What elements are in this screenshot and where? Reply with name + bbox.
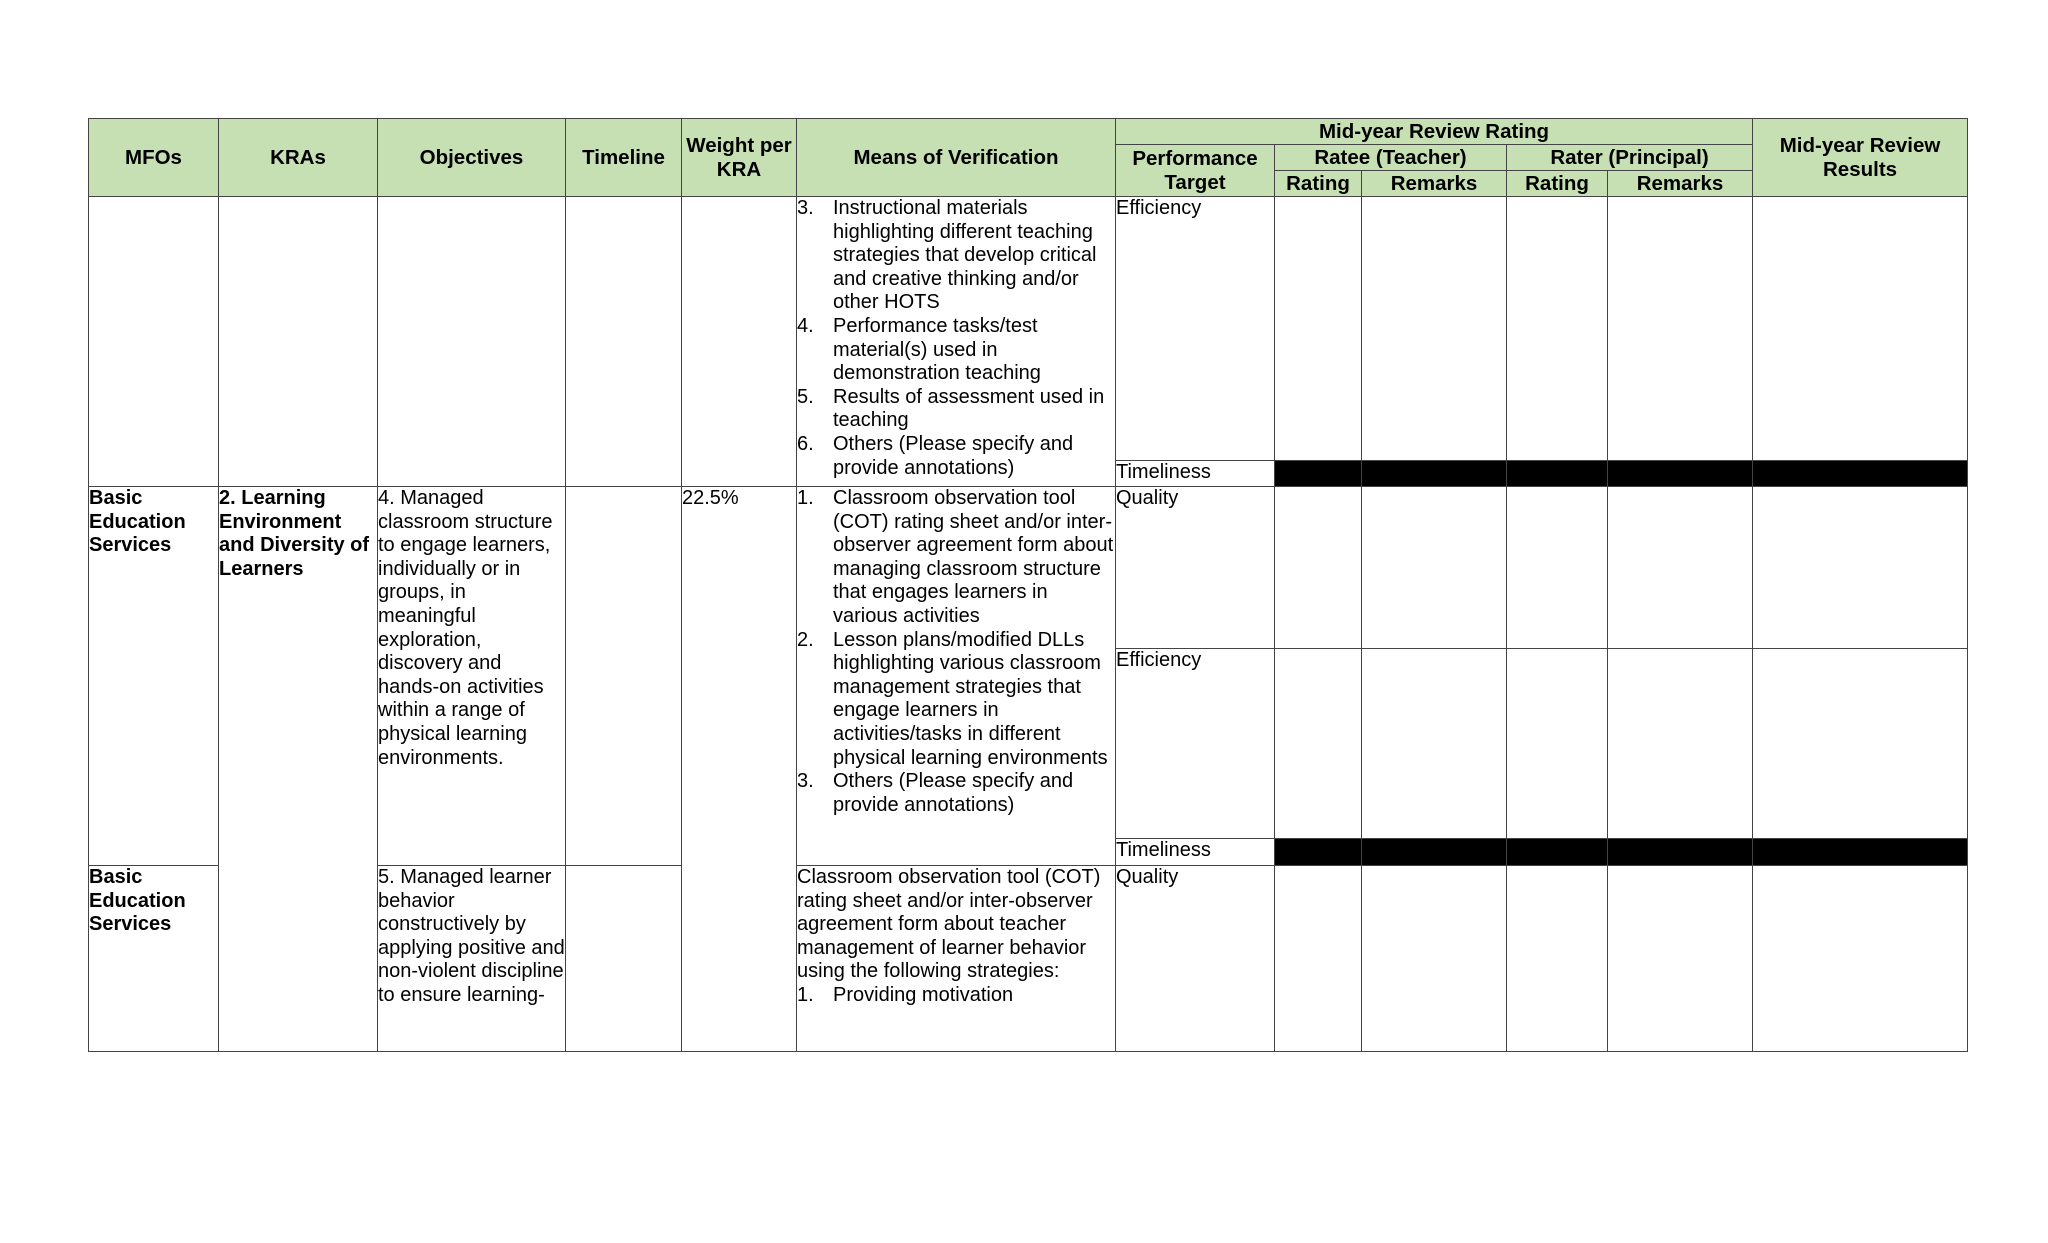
header-means-of-verification: Means of Verification [797,119,1116,197]
rater-rating-input[interactable] [1507,487,1608,649]
mid-year-results-input[interactable] [1753,487,1968,649]
kra-cell: 2. Learning Environment and Diversity of Learners [219,487,378,1052]
ratee-rating-input[interactable] [1275,649,1362,839]
performance-target-timeliness: Timeliness [1116,839,1275,866]
mfo-cell-empty [89,197,219,487]
header-ratee-rating: Rating [1275,171,1362,197]
mid-year-results-input[interactable] [1753,197,1968,461]
mfo-cell: Basic Education Services [89,866,219,1052]
header-kras: KRAs [219,119,378,197]
mov-item: 3. Instructional materials highlighting different teaching strategies that develop critical and creative thinking and/or other HOTS [797,197,1097,314]
blacked-out-cell [1608,839,1753,866]
ratee-rating-input[interactable] [1275,487,1362,649]
mid-year-results-input[interactable] [1753,866,1968,1052]
timeline-cell [566,866,682,1052]
ratee-remarks-input[interactable] [1362,649,1507,839]
mov-item: 1. Providing motivation [797,983,1014,1006]
mov-item: 4. Performance tasks/test material(s) used in demonstration teaching [797,314,1041,385]
mov-item: 6. Others (Please specify and provide annotations) [797,432,1074,479]
rater-rating-input[interactable] [1507,866,1608,1052]
header-rater-rating: Rating [1507,171,1608,197]
header-rater-remarks: Remarks [1608,171,1753,197]
blacked-out-cell [1507,839,1608,866]
ratee-remarks-input[interactable] [1362,866,1507,1052]
mid-year-results-input[interactable] [1753,649,1968,839]
header-performance-target: Performance Target [1116,145,1275,197]
blacked-out-cell [1275,839,1362,866]
rater-remarks-input[interactable] [1608,866,1753,1052]
rater-remarks-input[interactable] [1608,197,1753,461]
timeline-cell [566,487,682,866]
mfo-cell: Basic Education Services [89,487,219,866]
header-mfos: MFOs [89,119,219,197]
header-ratee-remarks: Remarks [1362,171,1507,197]
rater-remarks-input[interactable] [1608,487,1753,649]
mov-cell [797,487,1116,866]
mov-item: 3. Others (Please specify and provide annotations) [797,770,1074,816]
mov-cell [797,197,1116,487]
objective-cell-empty [378,197,566,487]
timeline-cell-empty [566,197,682,487]
rater-rating-input[interactable] [1507,197,1608,461]
header-mid-year-review-rating: Mid-year Review Rating [1116,119,1753,145]
performance-target-quality: Quality [1116,487,1275,649]
header-timeline: Timeline [566,119,682,197]
mov-item: 5. Results of assessment used in teaching [797,385,1105,432]
mov-item: 2. Lesson plans/modified DLLs highlighting various classroom management strategies that engage learners in activities/tasks in different physical learning environments [797,628,1108,769]
performance-target-efficiency: Efficiency [1116,197,1275,461]
mov-list [797,487,1115,817]
ratee-remarks-input[interactable] [1362,487,1507,649]
objective-cell: 5. Managed learner behavior constructively by applying positive and non-violent discipline to ensure learning- [378,866,566,1052]
rater-remarks-input[interactable] [1608,649,1753,839]
blacked-out-cell [1275,461,1362,487]
mov-list [797,984,1115,1008]
mov-item: 1. Classroom observation tool (COT) rating sheet and/or inter-observer agreement form about managing classroom structure that engages learners in various activities [797,487,1114,627]
blacked-out-cell [1362,839,1507,866]
objective-cell: 4. Managed classroom structure to engage learners, individually or in groups, in meaningful exploration, discovery and hands-on activities within a range of physical learning environments. [378,487,566,866]
blacked-out-cell [1753,839,1968,866]
ratee-rating-input[interactable] [1275,866,1362,1052]
performance-target-efficiency: Efficiency [1116,649,1275,839]
ipcrf-table [88,118,1968,1052]
weight-cell-empty [682,197,797,487]
performance-target-quality: Quality [1116,866,1275,1052]
blacked-out-cell [1507,461,1608,487]
blacked-out-cell [1753,461,1968,487]
weight-cell: 22.5% [682,487,797,1052]
header-objectives: Objectives [378,119,566,197]
ratee-remarks-input[interactable] [1362,197,1507,461]
mov-cell [797,866,1116,1052]
performance-target-timeliness: Timeliness [1116,461,1275,487]
mov-list [797,197,1115,480]
blacked-out-cell [1362,461,1507,487]
header-rater-principal: Rater (Principal) [1507,145,1753,171]
ratee-rating-input[interactable] [1275,197,1362,461]
kra-cell-empty [219,197,378,487]
header-ratee-teacher: Ratee (Teacher) [1275,145,1507,171]
mov-intro: Classroom observation tool (COT) rating sheet and/or inter-observer agreement form about teacher management of learner behavior using the following strategies: [797,866,1101,983]
rater-rating-input[interactable] [1507,649,1608,839]
blacked-out-cell [1608,461,1753,487]
header-mid-year-review-results: Mid-year Review Results [1753,119,1968,197]
header-weight: Weight per KRA [682,119,797,197]
